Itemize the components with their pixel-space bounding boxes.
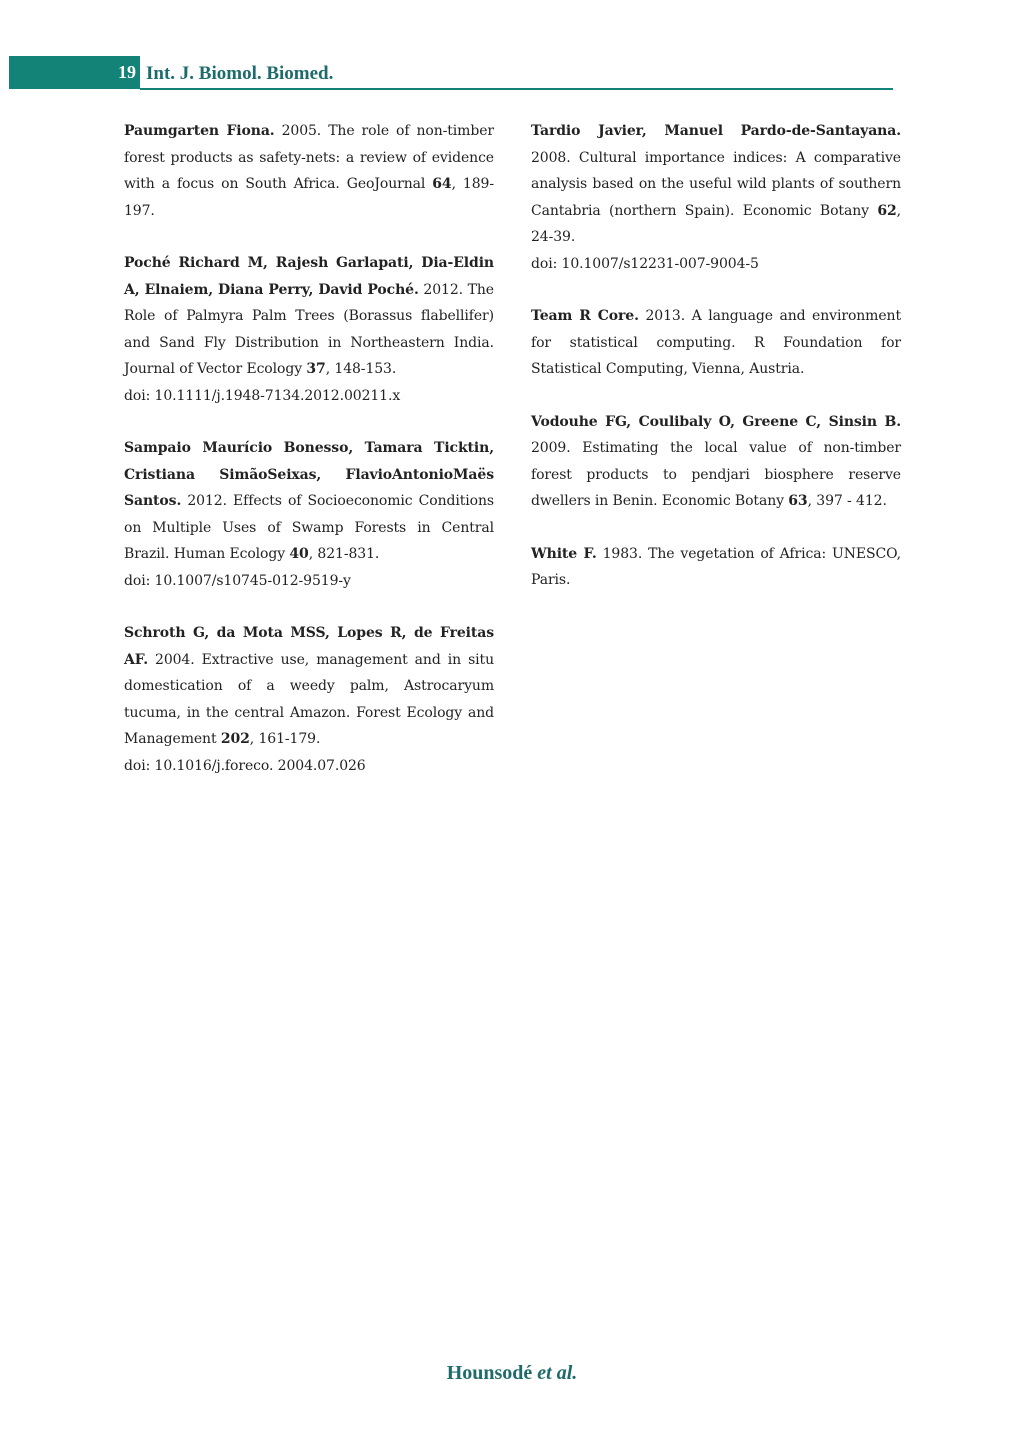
- journal-title: Int. J. Biomol. Biomed.: [146, 63, 334, 84]
- page-footer: [0, 1362, 1024, 1385]
- reference-year: 2009.: [531, 440, 571, 456]
- reference-year: 2005.: [281, 123, 322, 139]
- footer-authors: Hounsodé: [446, 1362, 533, 1384]
- reference-authors: Paumgarten Fiona.: [124, 123, 275, 139]
- reference-authors: Sampaio Maurício Bonesso, Tamara Ticktin, Cristiana SimãoSeixas, FlavioAntonioMaës Santos.: [124, 440, 494, 509]
- reference-pages: , 148-153.: [325, 361, 397, 377]
- reference-doi: doi: 10.1007/s12231-007-9004-5: [531, 255, 759, 272]
- reference-authors: White F.: [531, 545, 597, 562]
- reference-year: 2013.: [645, 308, 686, 324]
- reference-pages: , 821-831.: [308, 546, 380, 562]
- reference-text: Cultural importance indices: A comparative analysis based on the useful wild plants of southern Cantabria (northern Spain). Economic Botany: [531, 149, 901, 219]
- reference-year: 2008.: [531, 149, 571, 166]
- reference-authors: Poché Richard M, Rajesh Garlapati, Dia-Eldin A, Elnaiem, Diana Perry, David Poché.: [124, 255, 494, 298]
- reference-volume: 64: [432, 176, 452, 192]
- reference-year: 2012.: [187, 493, 227, 509]
- reference-authors: Schroth G, da Mota MSS, Lopes R, de Freitas AF.: [124, 625, 494, 668]
- reference-entry: [124, 620, 494, 779]
- reference-doi: doi: 10.1111/j.1948-7134.2012.00211.x: [124, 387, 401, 404]
- reference-authors: Vodouhe FG, Coulibaly O, Greene C, Sinsin B.: [531, 413, 901, 430]
- reference-text: The role of non-timber forest products as safety-nets: a review of evidence with a focus on South Africa. GeoJournal: [124, 123, 494, 192]
- reference-pages: , 189-197.: [124, 176, 494, 219]
- reference-year: 2004.: [155, 651, 195, 668]
- reference-text: Effects of Socioeconomic Conditions on Multiple Uses of Swamp Forests in Central Brazil. Human Ecology: [124, 493, 494, 562]
- reference-year: 2012.: [423, 281, 463, 298]
- reference-pages: , 24-39.: [531, 202, 901, 245]
- reference-authors: Tardio Javier, Manuel Pardo-de-Santayana.: [531, 123, 901, 139]
- reference-entry: [531, 303, 901, 383]
- reference-entry: [124, 118, 494, 224]
- reference-volume: 37: [306, 361, 326, 377]
- page-number: 19: [9, 56, 140, 89]
- reference-text: The vegetation of Africa: UNESCO, Paris.: [531, 545, 901, 588]
- reference-volume: 63: [788, 493, 808, 509]
- reference-authors: Team R Core.: [531, 308, 639, 324]
- reference-text: A language and environment for statistical computing. R Foundation for Statistical Computing, Vienna, Austria.: [531, 308, 901, 377]
- reference-entry: [531, 118, 901, 277]
- footer-etal: et al.: [537, 1362, 578, 1384]
- reference-volume: 40: [289, 546, 309, 562]
- reference-text: Extractive use, management and in situ domestication of a weedy palm, Astrocaryum tucuma, in the central Amazon. Forest Ecology and Management: [124, 651, 494, 747]
- reference-entry: [531, 541, 901, 594]
- reference-pages: , 397 - 412.: [807, 493, 887, 509]
- reference-entry: [531, 409, 901, 515]
- reference-text: The Role of Palmyra Palm Trees (Borassus flabellifer) and Sand Fly Distribution in Northeastern India. Journal of Vector Ecology: [124, 281, 494, 377]
- header-rule: [140, 88, 893, 90]
- reference-year: 1983.: [602, 545, 643, 562]
- reference-entry: [124, 435, 494, 594]
- reference-volume: 202: [220, 731, 250, 747]
- reference-doi: doi: 10.1007/s10745-012-9519-y: [124, 572, 351, 589]
- reference-volume: 62: [877, 202, 897, 219]
- reference-doi: doi: 10.1016/j.foreco. 2004.07.026: [124, 757, 366, 774]
- reference-entry: [124, 250, 494, 409]
- reference-pages: , 161-179.: [249, 731, 321, 747]
- page-header: [9, 56, 893, 90]
- reference-text: Estimating the local value of non-timber forest products to pendjari biosphere reserve dwellers in Benin. Economic Botany: [531, 440, 901, 509]
- references-column-right: [531, 118, 901, 620]
- references-column-left: [124, 118, 494, 805]
